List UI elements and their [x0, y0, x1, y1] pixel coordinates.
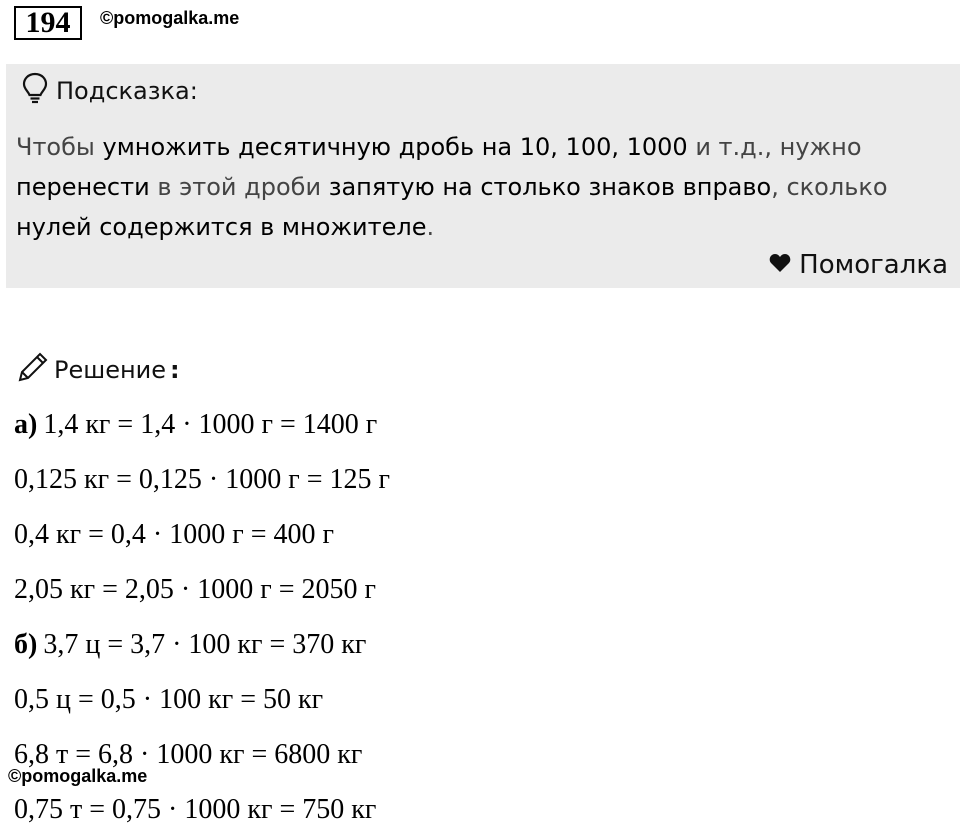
equation: 3,7 ц = 3,7 · 100 кг = 370 кг	[43, 629, 367, 660]
equation: 0,5 ц = 0,5 · 100 кг = 50 кг	[14, 684, 324, 715]
hint-segment: в этой дроби	[149, 173, 329, 201]
hint-segment-strong: запятую на столько знаков вправо	[328, 173, 772, 201]
solution-line	[14, 574, 376, 606]
hint-box	[6, 64, 960, 288]
solution-line	[14, 464, 390, 496]
part-label: а)	[14, 409, 38, 440]
solution-line	[14, 684, 323, 716]
hint-segment: и т.д., нужно	[687, 133, 862, 161]
solution-line	[14, 629, 366, 661]
part-label: б)	[14, 629, 38, 660]
hint-header	[22, 72, 198, 110]
solution-title: Решение	[54, 356, 167, 384]
hint-text	[16, 127, 936, 247]
equation: 0,4 кг = 0,4 · 1000 г = 400 г	[14, 519, 334, 550]
hint-segment: .	[426, 213, 435, 241]
hint-segment: Чтобы	[16, 133, 103, 161]
solution-header	[16, 350, 180, 390]
solution-line	[14, 409, 377, 441]
hint-segment-strong: перенести	[16, 173, 150, 201]
brand-signature	[769, 250, 948, 280]
heart-icon	[769, 250, 791, 280]
equation: 0,75 т = 0,75 · 1000 кг = 750 кг	[14, 794, 377, 825]
hint-segment-strong: нулей содержится в множителе	[16, 213, 427, 241]
hint-segment-strong: умножить десятичную дробь на 10, 100, 1000	[102, 133, 688, 161]
solution-line	[14, 519, 334, 551]
hint-segment: , сколько	[771, 173, 888, 201]
solution-title-colon: :	[170, 356, 180, 384]
hint-title: Подсказка:	[56, 77, 198, 105]
pencil-icon	[16, 350, 50, 390]
equation: 6,8 т = 6,8 · 1000 кг = 6800 кг	[14, 739, 363, 770]
equation: 0,125 кг = 0,125 · 1000 г = 125 г	[14, 464, 390, 495]
equation: 1,4 кг = 1,4 · 1000 г = 1400 г	[43, 409, 378, 440]
equation: 2,05 кг = 2,05 · 1000 г = 2050 г	[14, 574, 376, 605]
brand-name: Помогалка	[799, 250, 948, 280]
problem-number: 194	[14, 6, 82, 40]
lightbulb-icon	[22, 72, 48, 110]
solution-line	[14, 794, 376, 826]
watermark-bottom: ©pomogalka.me	[8, 766, 148, 786]
watermark-top: ©pomogalka.me	[100, 8, 240, 28]
